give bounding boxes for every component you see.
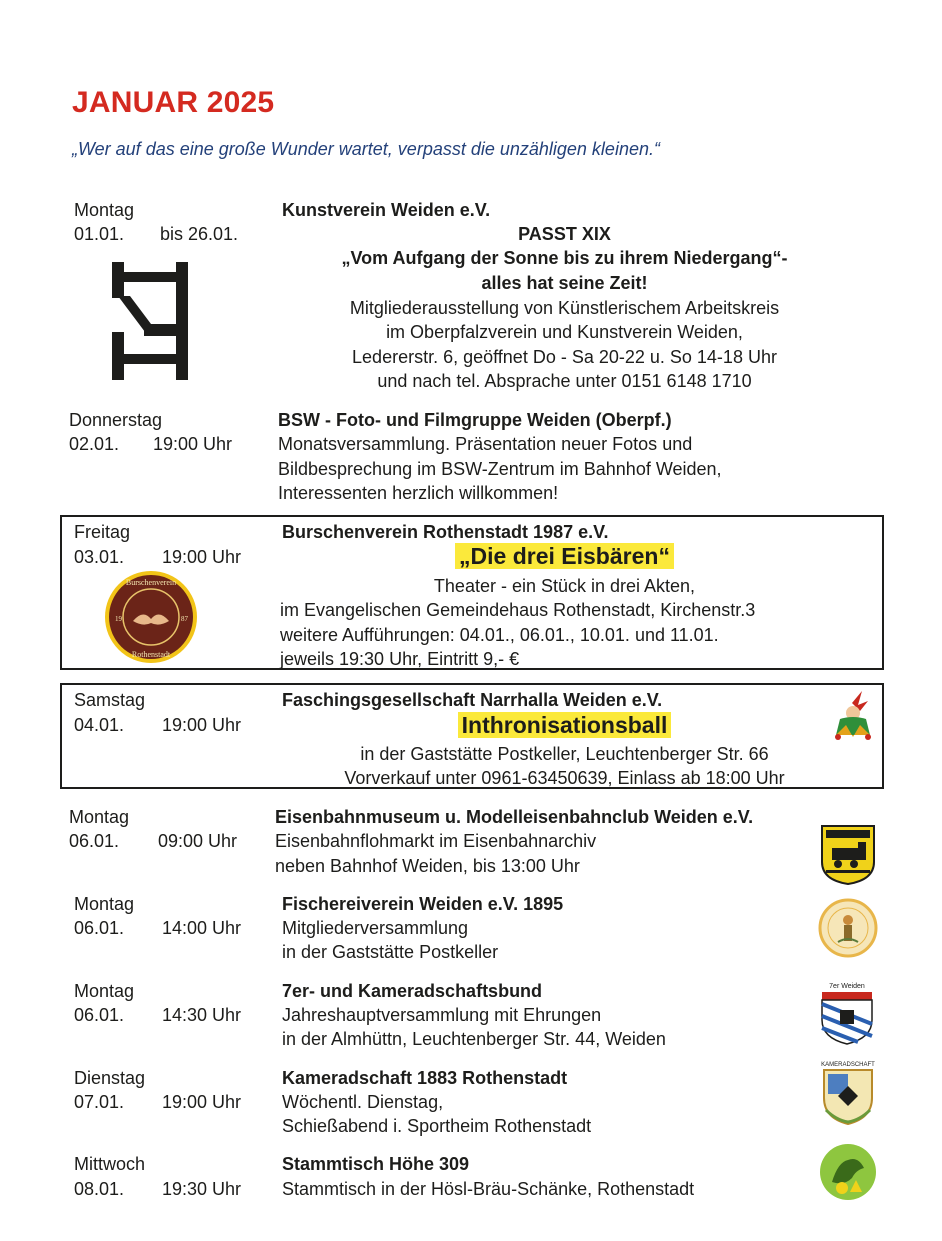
- event-line: in der Almhüttn, Leuchtenberger Str. 44, Weiden: [282, 1029, 666, 1049]
- event-day: Donnerstag: [69, 410, 163, 430]
- kunstverein-logo-icon: [108, 262, 192, 380]
- event-subline: Theater - ein Stück in drei Akten,: [433, 576, 696, 596]
- event-time: 14:00 Uhr: [162, 918, 242, 938]
- event-headline: alles hat seine Zeit!: [481, 273, 648, 293]
- event-line: Eisenbahnflohmarkt im Eisenbahnarchiv: [275, 831, 597, 851]
- logo-text: KAMERADSCHAFT: [821, 1062, 875, 1068]
- event-time: 19:00 Uhr: [162, 1092, 242, 1112]
- event-date: 01.01.: [74, 224, 125, 244]
- event-line: im Oberpfalzverein und Kunstverein Weiden,: [386, 322, 743, 342]
- event-time: 19:00 Uhr: [153, 434, 233, 454]
- event-line: weitere Aufführungen: 04.01., 06.01., 10.01. und 11.01.: [280, 625, 719, 645]
- event-line: Interessenten herzlich willkommen!: [278, 483, 559, 503]
- event-day: Montag: [69, 807, 130, 827]
- jester-icon: [828, 689, 878, 741]
- event-org: Burschenverein Rothenstadt 1987 e.V.: [282, 522, 609, 542]
- event-line: Jahreshauptversammlung mit Ehrungen: [282, 1005, 602, 1025]
- event-org: BSW - Foto- und Filmgruppe Weiden (Oberpf.): [278, 410, 672, 430]
- event-line: Mitgliederausstellung von Künstlerischem Arbeitskreis: [349, 298, 780, 318]
- event-date: 06.01.: [74, 1005, 125, 1025]
- event-date: 06.01.: [69, 831, 120, 851]
- quote: „Wer auf das eine große Wunder wartet, verpasst die unzähligen kleinen.“: [72, 139, 660, 159]
- fishing-club-logo-icon: [818, 898, 878, 958]
- event-date: 06.01.: [74, 918, 125, 938]
- event-time: 19:30 Uhr: [162, 1179, 242, 1199]
- train-club-logo-icon: [818, 822, 878, 886]
- coat-of-arms-icon: [818, 980, 876, 1046]
- burschenverein-logo-icon: [103, 569, 199, 665]
- stammtisch-logo-icon: [818, 1142, 878, 1206]
- logo-text: 87: [181, 615, 188, 623]
- event-time: 09:00 Uhr: [158, 831, 238, 851]
- logo-text: 7er Weiden: [829, 983, 865, 990]
- kameradschaft-logo-icon: [816, 1058, 880, 1128]
- event-time: 14:30 Uhr: [162, 1005, 242, 1025]
- page-title: JANUAR 2025: [72, 86, 275, 119]
- event-line: neben Bahnhof Weiden, bis 13:00 Uhr: [275, 856, 580, 876]
- event-line: Vorverkauf unter 0961-63450639, Einlass ab 18:00 Uhr: [344, 768, 785, 788]
- event-org: 7er- und Kameradschaftsbund: [282, 981, 543, 1001]
- logo-text: Burschenverein: [125, 578, 177, 587]
- event-line: und nach tel. Absprache unter 0151 6148 1710: [377, 371, 752, 391]
- event-line: Stammtisch in der Hösl-Bräu-Schänke, Rothenstadt: [282, 1179, 695, 1199]
- event-day: Montag: [74, 200, 135, 220]
- logo-text: Rothenstadt: [131, 650, 171, 659]
- event-line: Monatsversammlung. Präsentation neuer Fotos und: [278, 434, 693, 454]
- event-date: 08.01.: [74, 1179, 125, 1199]
- event-line: in der Gaststätte Postkeller, Leuchtenberger Str. 66: [360, 744, 769, 764]
- event-org: Kameradschaft 1883 Rothenstadt: [282, 1068, 568, 1088]
- event-line: Schießabend i. Sportheim Rothenstadt: [282, 1116, 592, 1136]
- event-time: 19:00 Uhr: [162, 547, 242, 567]
- event-line: Mitgliederversammlung: [282, 918, 469, 938]
- event-line: Wöchentl. Dienstag,: [282, 1092, 444, 1112]
- event-date: 04.01.: [74, 715, 125, 735]
- event-line: in der Gaststätte Postkeller: [282, 942, 499, 962]
- event-date: 07.01.: [74, 1092, 125, 1112]
- event-date: 03.01.: [74, 547, 125, 567]
- event-line: Ledererstr. 6, geöffnet Do - Sa 20-22 u. So 14-18 Uhr: [352, 347, 777, 367]
- event-day: Samstag: [74, 690, 146, 710]
- event-day: Montag: [74, 981, 135, 1001]
- logo-text: 19: [115, 615, 122, 623]
- event-day: Mittwoch: [74, 1154, 146, 1174]
- event-line: jeweils 19:30 Uhr, Eintritt 9,- €: [280, 649, 520, 669]
- event-org: Kunstverein Weiden e.V.: [282, 200, 491, 220]
- event-org: Stammtisch Höhe 309: [282, 1154, 470, 1174]
- event-headline: PASST XIX: [518, 224, 611, 244]
- event-headline: „Vom Aufgang der Sonne bis zu ihrem Niedergang“-: [341, 248, 788, 268]
- event-org: Eisenbahnmuseum u. Modelleisenbahnclub Weiden e.V.: [275, 807, 754, 827]
- event-org: Faschingsgesellschaft Narrhalla Weiden e.V.: [282, 690, 663, 710]
- event-day: Dienstag: [74, 1068, 146, 1088]
- event-time: 19:00 Uhr: [162, 715, 242, 735]
- event-highlight: „Die drei Eisbären“: [455, 543, 674, 569]
- event-line: Bildbesprechung im BSW-Zentrum im Bahnhof Weiden,: [278, 459, 722, 479]
- event-org: Fischereiverein Weiden e.V. 1895: [282, 894, 564, 914]
- event-time: bis 26.01.: [160, 224, 239, 244]
- event-line: im Evangelischen Gemeindehaus Rothenstadt, Kirchenstr.3: [280, 600, 756, 620]
- event-day: Freitag: [74, 522, 131, 542]
- event-day: Montag: [74, 894, 135, 914]
- event-highlight: Inthronisationsball: [458, 712, 672, 738]
- event-date: 02.01.: [69, 434, 120, 454]
